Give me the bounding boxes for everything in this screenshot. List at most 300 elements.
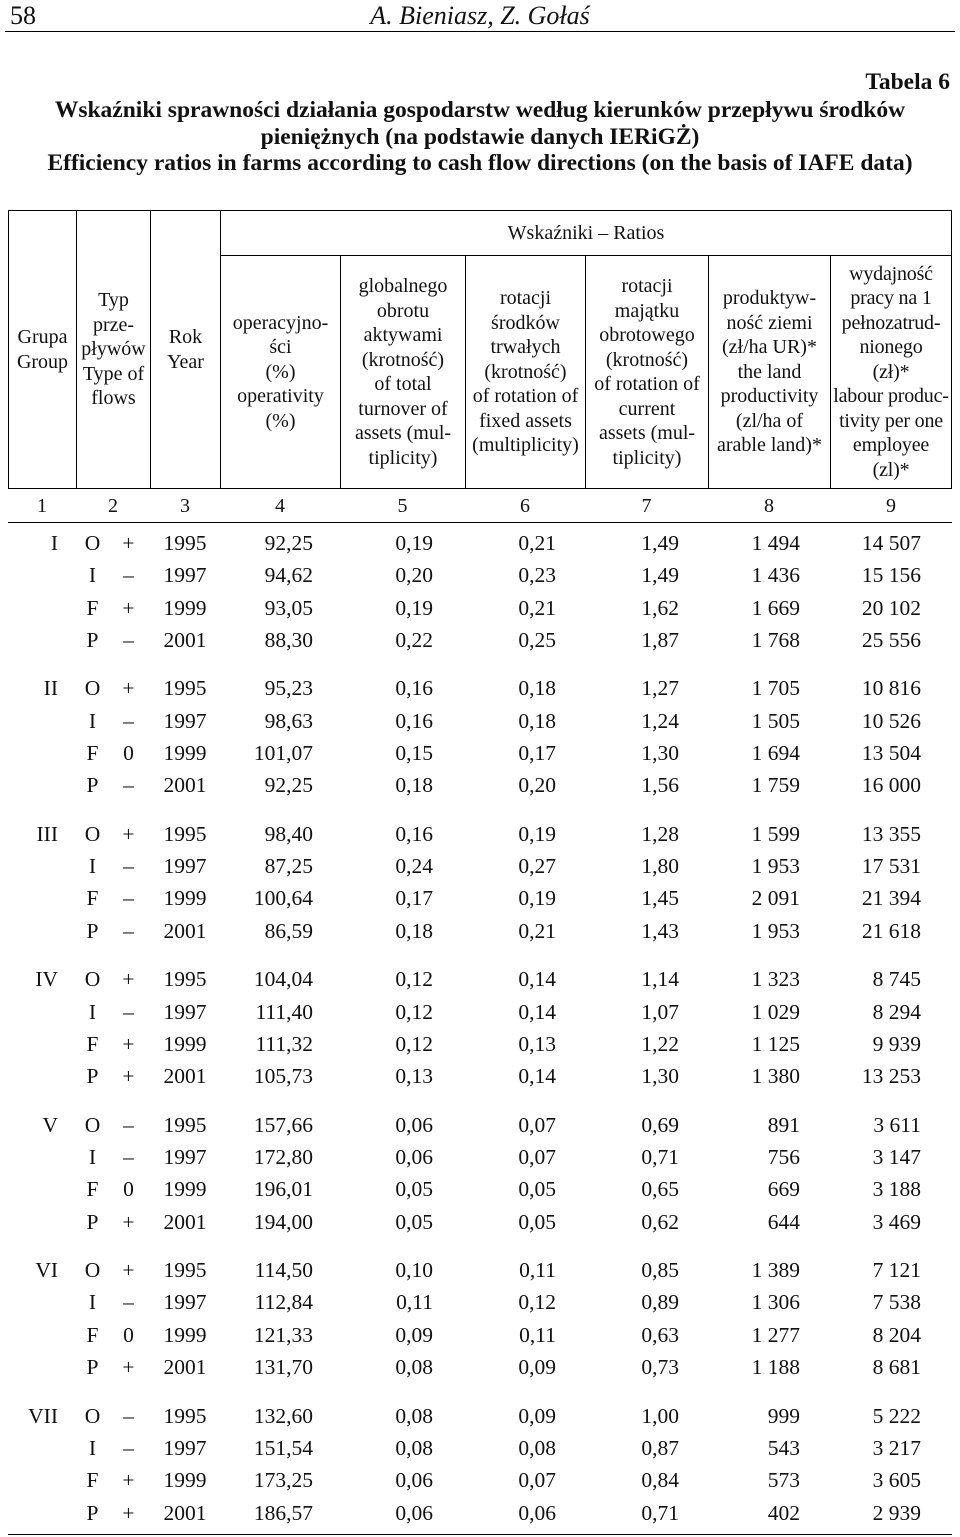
column-number: 2 — [108, 494, 118, 517]
flow-type-letter: I — [88, 1435, 97, 1460]
group-cell — [8, 1351, 76, 1383]
group-cell — [8, 559, 76, 591]
operativity-value: 121,33 — [253, 1322, 313, 1347]
flow-type-letter: O — [84, 530, 101, 555]
group-label: VII — [28, 1403, 58, 1428]
labour-productivity-value: 7 121 — [872, 1258, 921, 1283]
group-cell — [8, 1141, 76, 1173]
land-productivity-value: 1 277 — [751, 1322, 800, 1347]
current-asset-rotation-value: 1,43 — [641, 918, 679, 943]
current-asset-rotation-value: 1,22 — [641, 1031, 679, 1056]
current-asset-rotation-value: 1,27 — [641, 676, 679, 701]
operativity-value: 88,30 — [264, 627, 313, 652]
operativity-value: 104,04 — [253, 967, 313, 992]
column-number-row — [8, 488, 952, 523]
operativity-value: 114,50 — [254, 1258, 313, 1283]
group-label: IV — [35, 967, 58, 992]
fixed-asset-rotation-value: 0,12 — [518, 1290, 556, 1315]
table-row — [8, 1141, 952, 1173]
flow-sign: + — [122, 1031, 135, 1056]
header-group — [8, 210, 77, 489]
flow-sign: – — [123, 1435, 134, 1460]
table-row — [8, 818, 952, 850]
flow-type-cell — [76, 818, 150, 850]
header-text-line: (krotność) — [605, 348, 689, 371]
labour-productivity-value: 8 204 — [872, 1322, 921, 1347]
year-cell: 2001 — [163, 627, 207, 652]
column-number: 3 — [180, 494, 190, 517]
fixed-asset-rotation-value: 0,07 — [518, 1468, 556, 1493]
header-text-line: majątku — [614, 299, 680, 322]
header-text-line: obrotu — [376, 299, 430, 322]
labour-productivity-value: 3 469 — [872, 1209, 921, 1234]
current-asset-rotation-value: 1,07 — [641, 999, 679, 1024]
group-cell — [8, 1286, 76, 1318]
header-text-line: Year — [167, 350, 204, 373]
header-text-line: produktyw- — [722, 287, 817, 310]
total-asset-turnover-value: 0,16 — [395, 676, 433, 701]
total-asset-turnover-value: 0,16 — [395, 821, 433, 846]
current-asset-rotation-value: 0,63 — [641, 1322, 679, 1347]
total-asset-turnover-value: 0,16 — [395, 708, 433, 733]
total-asset-turnover-value: 0,06 — [395, 1145, 433, 1169]
group-block — [8, 818, 952, 948]
operativity-value: 111,40 — [255, 999, 313, 1024]
table-row — [8, 1060, 952, 1092]
header-fixed-asset-rotation — [465, 255, 586, 489]
year-cell: 1995 — [163, 530, 207, 555]
flow-type-letter: I — [88, 563, 97, 588]
year-cell: 1999 — [163, 1031, 207, 1056]
column-number: 1 — [37, 494, 47, 517]
header-text-line: current — [618, 397, 676, 420]
labour-productivity-value: 9 939 — [872, 1031, 921, 1056]
year-cell: 1997 — [163, 1145, 207, 1169]
flow-type-letter: P — [86, 918, 99, 943]
year-cell: 1997 — [163, 854, 207, 879]
column-number: 6 — [520, 494, 530, 517]
table-row — [8, 1254, 952, 1286]
flow-type-cell — [76, 1141, 150, 1173]
table-row — [8, 1319, 952, 1351]
header-text-line: of rotation of — [472, 385, 579, 408]
flow-sign: – — [123, 999, 134, 1024]
table-row — [8, 769, 952, 801]
header-text-line: rotacji — [499, 287, 552, 310]
fixed-asset-rotation-value: 0,07 — [518, 1145, 556, 1169]
column-number: 5 — [397, 494, 408, 517]
header-text-line: tivity per one — [839, 409, 943, 432]
fixed-asset-rotation-value: 0,18 — [518, 676, 556, 701]
table-row — [8, 1400, 952, 1432]
header-text-line: pełnozatrud- — [841, 311, 941, 334]
year-cell: 2001 — [163, 1209, 207, 1234]
flow-type-letter: I — [88, 708, 97, 733]
current-asset-rotation-value: 1,62 — [641, 595, 679, 620]
flow-sign: – — [123, 708, 134, 733]
header-text-line: fixed assets — [479, 409, 572, 432]
land-productivity-value: 1 125 — [751, 1031, 800, 1056]
header-text-line: (zł/ha UR)* — [722, 336, 817, 359]
table-row — [8, 737, 952, 769]
header-text-line: Grupa — [17, 326, 68, 348]
header-text-line: employee — [852, 434, 930, 457]
header-text-line: (krotność) — [484, 360, 567, 383]
land-productivity-value: 756 — [767, 1145, 800, 1169]
operativity-value: 131,70 — [253, 1355, 313, 1380]
flow-type-cell — [76, 705, 150, 737]
labour-productivity-value: 3 605 — [872, 1468, 921, 1493]
flow-type-cell — [76, 559, 150, 591]
fixed-asset-rotation-value: 0,14 — [518, 999, 556, 1024]
current-asset-rotation-value: 1,49 — [641, 530, 679, 555]
operativity-value: 132,60 — [253, 1403, 313, 1428]
labour-productivity-value: 3 188 — [872, 1177, 921, 1202]
column-number: 7 — [641, 494, 652, 517]
total-asset-turnover-value: 0,12 — [395, 1031, 433, 1056]
year-cell: 1997 — [163, 1290, 207, 1315]
flow-type-cell — [76, 1319, 150, 1351]
year-cell: 2001 — [163, 1064, 207, 1089]
fixed-asset-rotation-value: 0,09 — [518, 1403, 556, 1428]
land-productivity-value: 1 953 — [751, 854, 800, 879]
flow-sign: – — [123, 886, 134, 911]
land-productivity-value: 573 — [767, 1468, 800, 1493]
labour-productivity-value: 10 526 — [861, 708, 921, 733]
flow-type-letter: O — [84, 821, 101, 846]
table-row — [8, 592, 952, 624]
land-productivity-value: 543 — [767, 1435, 800, 1460]
table-row — [8, 527, 952, 559]
total-asset-turnover-value: 0,12 — [395, 967, 433, 992]
flow-type-cell — [76, 1206, 150, 1238]
current-asset-rotation-value: 0,71 — [641, 1500, 679, 1525]
header-text-line: productivity — [720, 385, 819, 408]
flow-type-letter: P — [86, 1355, 99, 1380]
flow-sign: 0 — [123, 1177, 134, 1202]
table-row — [8, 915, 952, 947]
labour-productivity-value: 3 147 — [872, 1145, 921, 1169]
total-asset-turnover-value: 0,24 — [395, 854, 433, 879]
flow-type-cell — [76, 1109, 150, 1141]
header-text-line: assets (mul- — [354, 422, 452, 444]
flow-type-letter: P — [86, 627, 99, 652]
total-asset-turnover-value: 0,19 — [395, 530, 433, 555]
total-asset-turnover-value: 0,22 — [395, 627, 433, 652]
total-asset-turnover-value: 0,17 — [395, 886, 433, 911]
group-cell — [8, 882, 76, 914]
column-number: 4 — [275, 494, 285, 517]
labour-productivity-value: 2 939 — [872, 1500, 921, 1525]
current-asset-rotation-value: 0,89 — [641, 1290, 679, 1315]
current-asset-rotation-value: 1,28 — [641, 821, 679, 846]
flow-type-letter: F — [86, 1177, 99, 1202]
total-asset-turnover-value: 0,06 — [395, 1500, 433, 1525]
fixed-asset-rotation-value: 0,27 — [518, 854, 556, 879]
header-text-line: ści — [269, 336, 292, 359]
current-asset-rotation-value: 0,62 — [641, 1209, 679, 1234]
flow-type-letter: P — [86, 1064, 99, 1089]
year-cell: 1995 — [163, 1112, 207, 1137]
land-productivity-value: 1 599 — [751, 821, 800, 846]
fixed-asset-rotation-value: 0,09 — [518, 1355, 556, 1380]
land-productivity-value: 669 — [767, 1177, 800, 1202]
operativity-value: 100,64 — [253, 886, 313, 911]
labour-productivity-value: 15 156 — [861, 563, 921, 588]
operativity-value: 95,23 — [264, 676, 313, 701]
year-cell: 1997 — [163, 1435, 207, 1460]
labour-productivity-value: 25 556 — [861, 627, 921, 652]
year-cell: 1995 — [163, 967, 207, 992]
labour-productivity-value: 14 507 — [861, 530, 921, 555]
flow-type-letter: O — [84, 1112, 101, 1137]
fixed-asset-rotation-value: 0,08 — [518, 1435, 556, 1460]
header-text-line: the land — [737, 360, 802, 383]
page-number: 58 — [10, 1, 36, 30]
header-text-line: prze- — [92, 313, 135, 336]
current-asset-rotation-value: 0,65 — [641, 1177, 679, 1202]
header-text-line: (zl)* — [872, 458, 910, 481]
flow-type-letter: I — [88, 854, 97, 879]
title-line-polish-2: pieniężnych (na podstawie danych IERiGŻ) — [260, 123, 700, 150]
total-asset-turnover-value: 0,12 — [395, 999, 433, 1024]
fixed-asset-rotation-value: 0,21 — [518, 530, 556, 555]
flow-type-cell — [76, 1497, 150, 1529]
land-productivity-value: 1 306 — [751, 1290, 800, 1315]
current-asset-rotation-value: 1,30 — [641, 741, 679, 766]
flow-type-letter: F — [86, 1031, 99, 1056]
land-productivity-value: 1 029 — [751, 999, 800, 1024]
year-cell: 2001 — [163, 1500, 207, 1525]
header-text-line: wydajność — [849, 262, 933, 285]
land-productivity-value: 891 — [767, 1112, 800, 1137]
header-total-asset-turnover — [340, 255, 466, 489]
header-rule — [5, 31, 955, 32]
group-cell — [8, 1173, 76, 1205]
year-cell: 2001 — [163, 918, 207, 943]
header-land-productivity — [708, 255, 831, 489]
fixed-asset-rotation-value: 0,14 — [518, 967, 556, 992]
year-cell: 1999 — [163, 741, 207, 766]
flow-type-cell — [76, 737, 150, 769]
group-block — [8, 963, 952, 1093]
total-asset-turnover-value: 0,19 — [395, 595, 433, 620]
table-row — [8, 963, 952, 995]
group-block — [8, 527, 952, 657]
header-labour-productivity — [830, 255, 952, 489]
flow-sign: + — [122, 676, 135, 701]
current-asset-rotation-value: 1,00 — [641, 1403, 679, 1428]
header-text-line: of rotation of — [594, 373, 700, 395]
fixed-asset-rotation-value: 0,21 — [518, 918, 556, 943]
group-cell — [8, 1464, 76, 1496]
current-asset-rotation-value: 0,85 — [641, 1258, 679, 1283]
group-label: III — [36, 821, 58, 846]
header-text-line: globalnego — [358, 275, 448, 297]
fixed-asset-rotation-value: 0,19 — [518, 821, 556, 846]
total-asset-turnover-value: 0,08 — [395, 1355, 433, 1380]
table-row — [8, 1432, 952, 1464]
group-cell — [8, 1432, 76, 1464]
flow-sign: + — [122, 1258, 135, 1283]
header-flow-type — [76, 210, 151, 489]
flow-sign: – — [123, 918, 134, 943]
table-row — [8, 882, 952, 914]
land-productivity-value: 1 768 — [751, 627, 800, 652]
land-productivity-value: 1 436 — [751, 563, 800, 588]
flow-type-cell — [76, 769, 150, 801]
operativity-value: 186,57 — [253, 1500, 313, 1525]
table-row — [8, 672, 952, 704]
year-cell: 1997 — [163, 563, 207, 588]
year-cell: 1999 — [163, 1322, 207, 1347]
year-cell: 2001 — [163, 773, 207, 798]
header-text-line: (multiplicity) — [472, 434, 579, 457]
flow-type-cell — [76, 1400, 150, 1432]
flow-type-cell — [76, 850, 150, 882]
operativity-value: 112,84 — [254, 1290, 313, 1315]
group-cell — [8, 705, 76, 737]
fixed-asset-rotation-value: 0,11 — [519, 1322, 556, 1347]
year-cell: 1999 — [163, 1468, 207, 1493]
total-asset-turnover-value: 0,15 — [395, 741, 433, 766]
operativity-value: 196,01 — [253, 1177, 313, 1202]
group-cell — [8, 1497, 76, 1529]
land-productivity-value: 1 694 — [751, 741, 800, 766]
group-cell — [8, 1319, 76, 1351]
current-asset-rotation-value: 0,69 — [641, 1112, 679, 1137]
fixed-asset-rotation-value: 0,05 — [518, 1209, 556, 1234]
column-number: 9 — [886, 494, 896, 517]
header-text-line: tiplicity) — [612, 446, 682, 469]
labour-productivity-value: 21 394 — [861, 886, 921, 911]
labour-productivity-value: 5 222 — [872, 1403, 921, 1428]
table-row — [8, 1464, 952, 1496]
column-number: 8 — [764, 494, 774, 517]
labour-productivity-value: 17 531 — [861, 854, 921, 879]
labour-productivity-value: 21 618 — [861, 918, 921, 943]
group-cell — [8, 769, 76, 801]
land-productivity-value: 1 505 — [751, 708, 800, 733]
flow-sign: + — [122, 1355, 135, 1380]
total-asset-turnover-value: 0,11 — [396, 1290, 433, 1315]
total-asset-turnover-value: 0,06 — [395, 1112, 433, 1137]
flow-type-cell — [76, 1173, 150, 1205]
flow-type-cell — [76, 963, 150, 995]
group-cell — [8, 1060, 76, 1092]
total-asset-turnover-value: 0,06 — [395, 1468, 433, 1493]
flow-sign: + — [122, 821, 135, 846]
header-current-asset-rotation — [585, 255, 709, 489]
table-row — [8, 1351, 952, 1383]
year-cell: 1995 — [163, 821, 207, 846]
operativity-value: 98,63 — [264, 708, 313, 733]
total-asset-turnover-value: 0,05 — [395, 1209, 433, 1234]
flow-type-letter: P — [86, 773, 99, 798]
labour-productivity-value: 8 745 — [872, 967, 921, 992]
year-cell: 2001 — [163, 1355, 207, 1380]
operativity-value: 86,59 — [264, 918, 313, 943]
labour-productivity-value: 13 253 — [861, 1064, 921, 1089]
header-text-line: (zl/ha of — [735, 409, 804, 432]
group-block — [8, 672, 952, 802]
flow-sign: – — [123, 1112, 134, 1137]
flow-type-cell — [76, 996, 150, 1028]
current-asset-rotation-value: 1,56 — [641, 773, 679, 798]
table-bottom-rule — [8, 1534, 952, 1535]
land-productivity-value: 1 953 — [751, 918, 800, 943]
table-row — [8, 996, 952, 1028]
header-text-line: Rok — [168, 326, 203, 348]
group-block — [8, 1254, 952, 1384]
header-text-line: (zł)* — [872, 360, 910, 383]
operativity-value: 101,07 — [253, 741, 313, 766]
fixed-asset-rotation-value: 0,18 — [518, 708, 556, 733]
flow-type-letter: I — [88, 999, 97, 1024]
flow-type-cell — [76, 1254, 150, 1286]
header-text-line: operacyjno- — [232, 311, 329, 334]
flow-sign: – — [123, 1145, 134, 1169]
group-label: II — [43, 676, 58, 701]
group-cell — [8, 1206, 76, 1238]
flow-type-cell — [76, 1028, 150, 1060]
labour-productivity-value: 16 000 — [861, 773, 921, 798]
operativity-value: 172,80 — [253, 1145, 313, 1169]
current-asset-rotation-value: 1,24 — [641, 708, 679, 733]
header-text-line: Typ — [98, 289, 129, 312]
flow-sign: – — [123, 563, 134, 588]
group-label: VI — [35, 1258, 58, 1283]
fixed-asset-rotation-value: 0,05 — [518, 1177, 556, 1202]
operativity-value: 92,25 — [264, 773, 313, 798]
flow-sign: – — [123, 773, 134, 798]
flow-type-cell — [76, 1432, 150, 1464]
header-text-line: obrotowego — [599, 324, 695, 346]
labour-productivity-value: 13 504 — [861, 741, 921, 766]
labour-productivity-value: 7 538 — [872, 1290, 921, 1315]
flow-type-letter: O — [84, 676, 101, 701]
flow-type-letter: F — [86, 595, 99, 620]
fixed-asset-rotation-value: 0,25 — [518, 627, 556, 652]
group-cell — [8, 850, 76, 882]
labour-productivity-value: 20 102 — [861, 595, 921, 620]
flow-type-cell — [76, 624, 150, 656]
flow-sign: – — [123, 1403, 134, 1428]
header-text-line: nionego — [859, 336, 923, 359]
table-row — [8, 559, 952, 591]
land-productivity-value: 999 — [767, 1403, 800, 1428]
flow-sign: + — [122, 1209, 135, 1234]
flow-sign: + — [122, 1064, 135, 1089]
table-row — [8, 705, 952, 737]
flow-type-cell — [76, 1464, 150, 1496]
current-asset-rotation-value: 1,80 — [641, 854, 679, 879]
fixed-asset-rotation-value: 0,20 — [518, 773, 556, 798]
operativity-value: 87,25 — [264, 854, 313, 879]
table-body — [8, 522, 952, 1529]
year-cell: 1995 — [163, 1258, 207, 1283]
current-asset-rotation-value: 0,73 — [641, 1355, 679, 1380]
flow-sign: – — [123, 627, 134, 652]
land-productivity-value: 402 — [767, 1500, 800, 1525]
labour-productivity-value: 13 355 — [861, 821, 921, 846]
labour-productivity-value: 3 611 — [873, 1112, 921, 1137]
header-text-line: pływów — [81, 338, 146, 361]
year-cell: 1995 — [163, 676, 207, 701]
total-asset-turnover-value: 0,13 — [395, 1064, 433, 1089]
header-text-line: arable land)* — [717, 434, 822, 457]
operativity-value: 151,54 — [253, 1435, 313, 1460]
